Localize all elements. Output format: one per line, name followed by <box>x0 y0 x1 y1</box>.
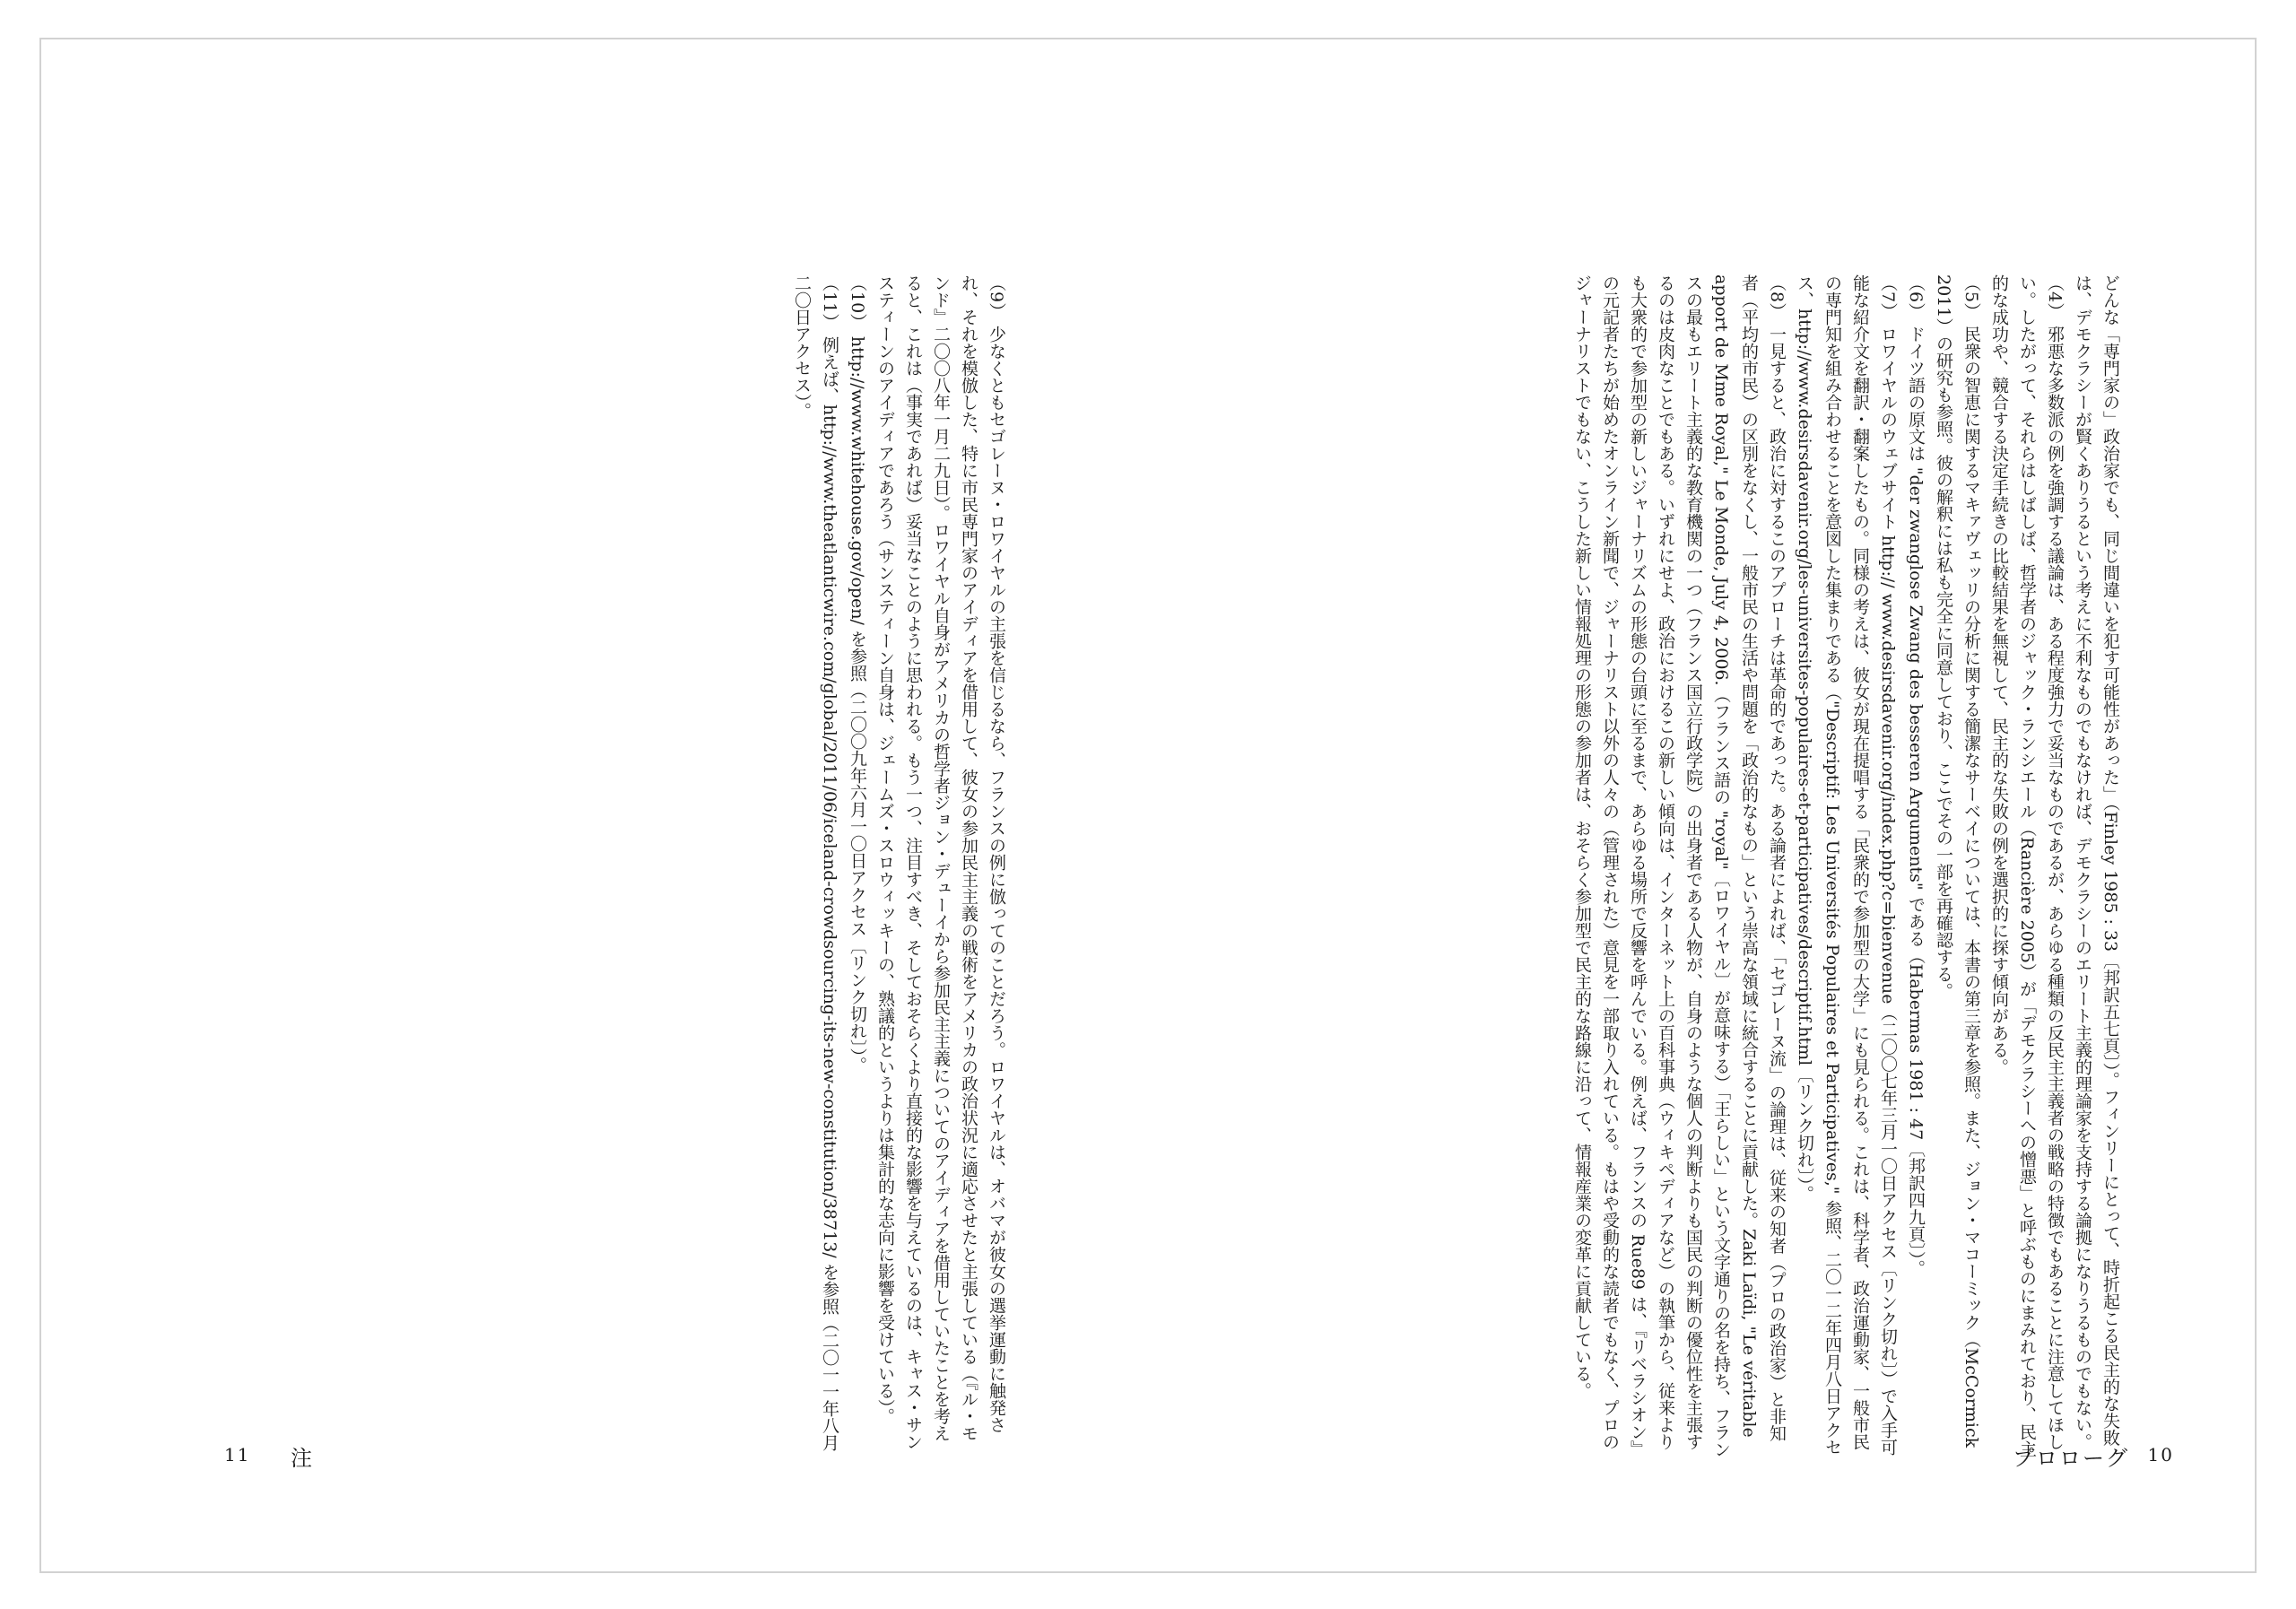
note-number: （10） <box>848 274 867 331</box>
page-number: 11 <box>224 1444 251 1465</box>
note-5 <box>1929 274 1985 1458</box>
running-title: プロローグ <box>2013 1446 2129 1471</box>
note-text: ロワイヤルのウェブサイト http:// www.desirsdavenir.org/index.php?c=bienvenue（二〇〇七年三月一〇日アクセス〔リンク切れ〕）で入手可能な紹介文を翻訳・翻案したもの。同様の考えは、彼女が現在提唱する「民衆的で参加型の大学」にも見られる。これは、科学者、政治運動家、一般市民の専門知を組み合わせることを意図した集まりである（"Descriptif: Les Universités Populaires et Participatives," 参照、二〇一二年四月八日アクセス、http://www.desirsdavenir.org/les-universites-populaires-et-participatives/descriptif.html〔リンク切れ〕）。 <box>1795 274 1898 1456</box>
note-7 <box>1790 274 1901 1458</box>
note-10 <box>843 274 871 1458</box>
book-spread <box>39 38 2257 1573</box>
note-text: ドイツ語の原文は "der zwanglose Zwang des besseren Arguments" である（Habermas 1981 : 47〔邦訳四九頁〕）。 <box>1906 325 1926 1277</box>
left-page <box>41 39 1150 1571</box>
note-4 <box>1985 274 2068 1458</box>
note-number: （4） <box>2045 274 2065 320</box>
note-text: 一見すると、政治に対するこのアプローチは革命的であった。ある論者によれば、「セゴレーヌ流」の論理は、従来の知者（プロの政治家）と非知者（平均的市民）の区別をなくし、一般市民の生活や問題を「政治的なもの」という崇高な領域に統合することに貢献した。Zaki Laïdi, "Le véritable apport de Mme Royal," Le Monde, July 4, 2006.（フランス語の "royal"〔ロワイヤル〕が意味する）「王らしい」という文字通りの名を持ち、フランスの最もエリート主義的な教育機関の一つ（フランス国立行政学院）の出身者である人物が、自身のような個人の判断よりも国民の判断の優位性を主張するのは皮肉なことでもある。いずれにせよ、政治におけるこの新しい傾向は、インターネット上の百科事典（ウィキペディアなど）の執筆から、従来よりも大衆的で参加型の新しいジャーナリズムの形態の台頭に至るまで、あらゆる場所で反響を呼んでいる。例えば、フランスの Rue89 は、『リベラシオン』の元記者たちが始めたオンライン新聞で、ジャーナリスト以外の人々の（管理された）意見を一部取り入れている。もはや受動的な読者でもなく、プロのジャーナリストでもない、こうした新しい情報処理の形態の参加者は、おそらく参加型で民主的な路線に沿って、情報産業の変革に貢献している。 <box>1572 274 1787 1458</box>
notes-column <box>777 274 1010 1458</box>
right-page <box>1150 39 2258 1571</box>
note-text: 少なくともセゴレーヌ・ロワイヤルの主張を信じるなら、フランスの例に倣ってのことだろう。ロワイヤルは、オバマが彼女の選挙運動に触発され、それを模倣した、特に市民専門家のアイディアを借用して、彼女の参加民主主義の戦術をアメリカの政治状況に適応させたと主張している（『ル・モンド』二〇〇八年一月二九日）。ロワイヤル自身がアメリカの哲学者ジョン・デューイから参加民主主義についてのアイディアを借用していたことを考えると、これは（事実であれば）妥当なことのように思われる。もう一つ、注目すべき、そしておそらくより直接的な影響を与えているのは、キャス・サンスティーンのアイディアであろう（サンスティーン自身は、ジェームズ・スロウィッキーの、熟議的というよりは集計的な志向に影響を受けている）。 <box>875 274 1006 1450</box>
note-number: （7） <box>1878 274 1898 320</box>
note-text: 邪悪な多数派の例を強調する議論は、ある程度強力で妥当なものであるが、あらゆる種類の反民主主義者の戦略の特徴でもあることに注意してほしい。したがって、それらはしばしば、哲学者のジャック・ランシエール（Rancière 2005）が「デモクラシーへの憎悪」と呼ぶものにまみれており、民主的な成功や、競合する決定手続きの比較結果を無視して、民主的な失敗の例を選択的に探す傾向がある。 <box>1989 274 2065 1457</box>
note-number: （8） <box>1767 274 1787 320</box>
notes-column <box>1352 274 2124 1458</box>
note-text: 民衆の智恵に関するマキァヴェッリの分析に関する簡潔なサーベイについては、本書の第三章を参照。また、ジョン・マコーミック（McCormick 2011）の研究も参照。彼の解釈には私も完全に同意しており、ここでその一部を再確認する。 <box>1934 274 1981 1448</box>
note-number: （6） <box>1906 274 1926 320</box>
page-number: 10 <box>2147 1444 2174 1465</box>
note-continuation <box>2068 274 2124 1458</box>
note-text: どんな「専門家の」政治家でも、同じ間違いを犯す可能性があった」（Finley 1985 : 33〔邦訳五七頁〕）。フィンリーにとって、時折起こる民主的な失敗は、デモクラシーが賢くありうるという考えに不利なものでもなければ、デモクラシーのエリート主義的理論家を支持する論拠になりうるものでもない。 <box>2073 274 2120 1450</box>
note-number: （9） <box>987 274 1006 320</box>
note-number: （11） <box>820 274 839 331</box>
note-8 <box>1568 274 1790 1458</box>
note-9 <box>871 274 1010 1458</box>
note-11 <box>787 274 843 1458</box>
note-text: http://www.whitehouse.gov/open/ を参照（二〇〇九年六月一〇日アクセス〔リンク切れ〕）。 <box>848 335 867 1074</box>
note-text: 例えば、http://www.theatlanticwire.com/global/2011/06/iceland-crowdsourcing-its-new-constitution/38713/ を参照（二〇一一年八月二〇日アクセス）。 <box>792 274 839 1451</box>
note-number: （5） <box>1961 274 1981 320</box>
note-6 <box>1901 274 1929 1458</box>
running-title: 注 <box>291 1446 314 1471</box>
